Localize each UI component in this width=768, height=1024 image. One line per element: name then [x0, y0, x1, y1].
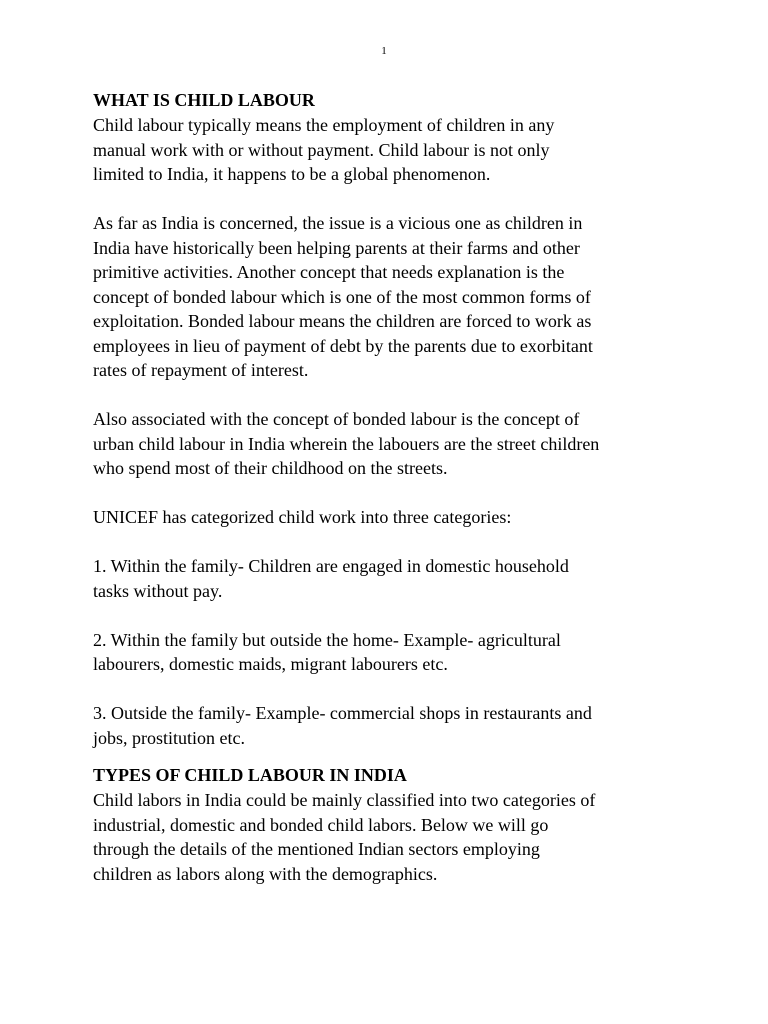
- text-line: manual work with or without payment. Child labour is not only: [93, 139, 550, 160]
- text-line: primitive activities. Another concept that needs explanation is the: [93, 262, 565, 282]
- text-line: concept of bonded labour which is one of the most common forms of: [93, 286, 591, 307]
- text-line: limited to India, it happens to be a global phenomenon.: [93, 164, 491, 184]
- heading-what-is-child-labour: WHAT IS CHILD LABOUR: [93, 90, 315, 110]
- text-line: 3. Outside the family- Example- commercial shops in restaurants and: [93, 703, 592, 723]
- text-line: industrial, domestic and bonded child labors. Below we will go: [93, 814, 549, 835]
- text-line: tasks without pay.: [93, 580, 223, 601]
- text-line: Child labour typically means the employment of children in any: [93, 115, 555, 135]
- list-item-outside-home: [93, 628, 693, 677]
- text-line: who spend most of their childhood on the streets.: [93, 458, 448, 478]
- paragraph-unicef-categories: [93, 505, 693, 530]
- paragraph-india-context: [93, 211, 693, 383]
- text-line: labourers, domestic maids, migrant labourers etc.: [93, 654, 448, 674]
- text-line: children as labors along with the demographics.: [93, 863, 438, 884]
- text-line: employees in lieu of payment of debt by the parents due to exorbitant: [93, 335, 593, 356]
- paragraph-urban-child-labour: [93, 407, 693, 481]
- text-line: exploitation. Bonded labour means the children are forced to work as: [93, 311, 592, 331]
- heading-types-of-child-labour: TYPES OF CHILD LABOUR IN INDIA: [93, 765, 407, 785]
- text-line: through the details of the mentioned Indian sectors employing: [93, 839, 540, 859]
- text-line: India have historically been helping parents at their farms and other: [93, 237, 580, 258]
- text-line: 1. Within the family- Children are engaged in domestic household: [93, 556, 569, 576]
- text-line: 2. Within the family but outside the home- Example- agricultural: [93, 629, 561, 650]
- list-item-outside-family: [93, 701, 693, 750]
- text-line: urban child labour in India wherein the labouers are the street children: [93, 433, 600, 454]
- text-line: jobs, prostitution etc.: [93, 727, 245, 748]
- list-item-within-family: [93, 554, 693, 603]
- page-number: 1: [381, 45, 387, 57]
- paragraph-types-description: [93, 788, 693, 886]
- text-line: rates of repayment of interest.: [93, 360, 309, 380]
- text-line: Child labors in India could be mainly classified into two categories of: [93, 790, 596, 810]
- text-line: UNICEF has categorized child work into three categories:: [93, 507, 512, 527]
- paragraph-definition: [93, 113, 693, 187]
- document-body: [93, 87, 693, 886]
- text-line: As far as India is concerned, the issue is a vicious one as children in: [93, 213, 583, 233]
- text-line: Also associated with the concept of bonded labour is the concept of: [93, 409, 580, 429]
